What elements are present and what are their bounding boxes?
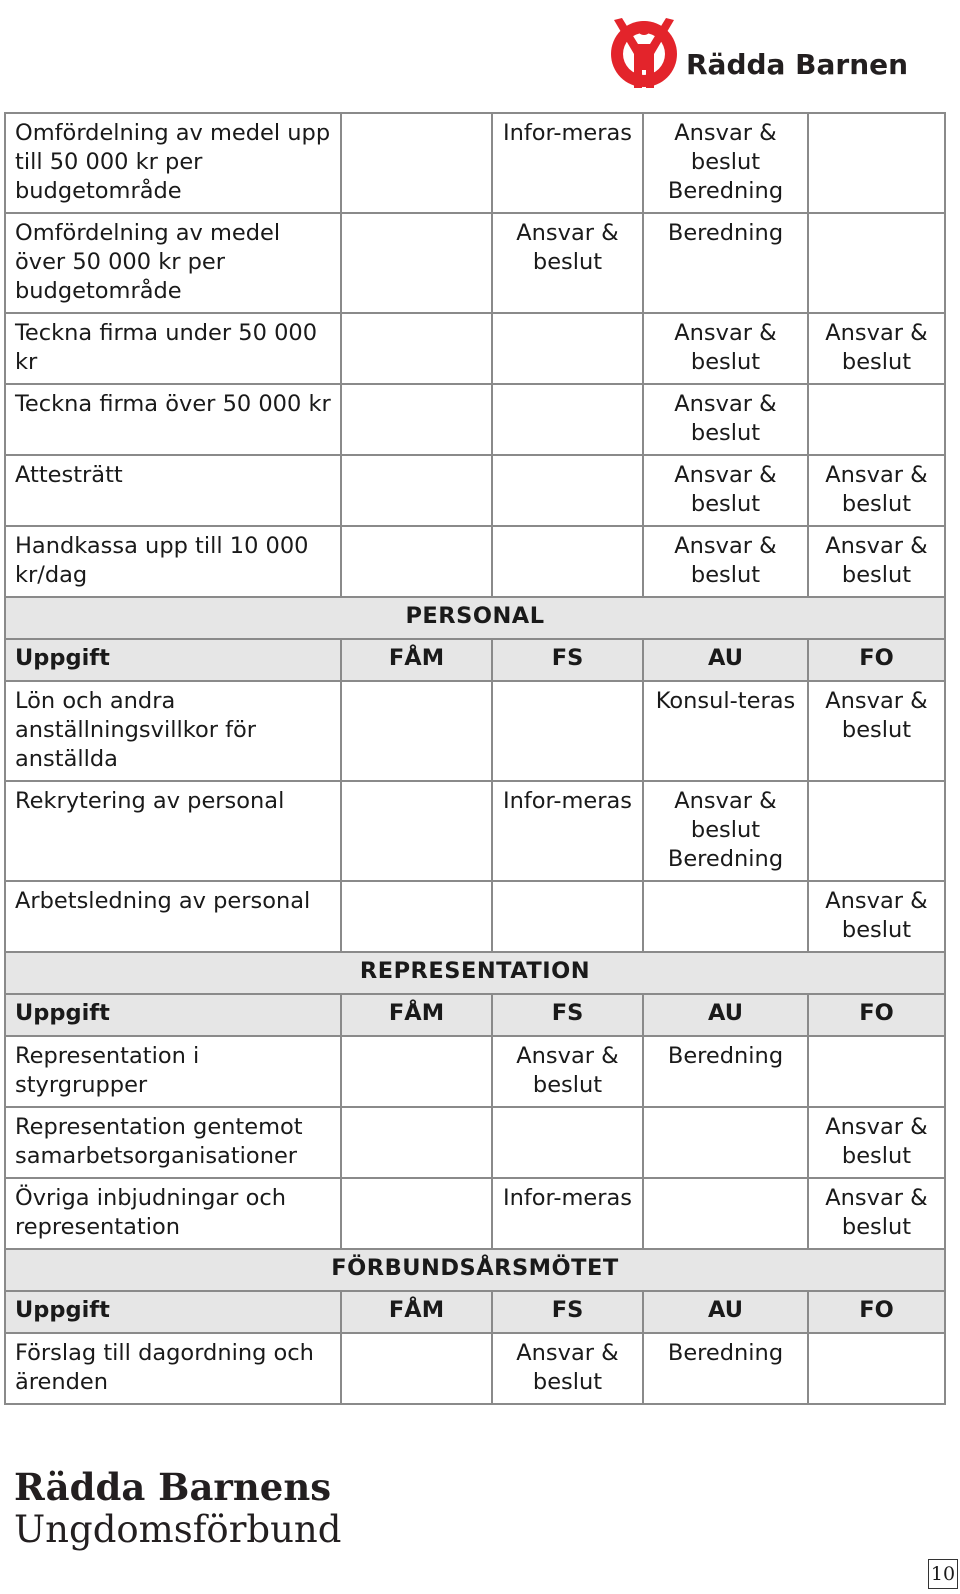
au-cell: Beredning	[643, 213, 808, 313]
fs-cell	[492, 455, 643, 526]
fo-cell	[808, 1333, 945, 1404]
fs-cell	[492, 384, 643, 455]
column-header: FO	[808, 639, 945, 681]
column-header: FS	[492, 639, 643, 681]
fam-cell	[341, 781, 492, 881]
section-title-row	[5, 1249, 945, 1291]
fam-cell	[341, 384, 492, 455]
column-header: AU	[643, 994, 808, 1036]
fam-cell	[341, 1107, 492, 1178]
fs-cell: Infor-meras	[492, 113, 643, 213]
task-cell: Representation i styrgrupper	[5, 1036, 341, 1107]
footer-logo-line1: Rädda Barnens	[14, 1465, 332, 1509]
table-row	[5, 455, 945, 526]
fs-cell	[492, 681, 643, 781]
fam-cell	[341, 313, 492, 384]
fam-cell	[341, 681, 492, 781]
task-cell: Omfördelning av medel över 50 000 kr per budgetområde	[5, 213, 341, 313]
section-title-row	[5, 952, 945, 994]
table-row	[5, 881, 945, 952]
fo-cell: Ansvar & beslut	[808, 881, 945, 952]
table-row	[5, 313, 945, 384]
column-header: FS	[492, 994, 643, 1036]
fam-cell	[341, 1036, 492, 1107]
fs-cell: Infor-meras	[492, 781, 643, 881]
task-cell: Omfördelning av medel upp till 50 000 kr per budgetområde	[5, 113, 341, 213]
fo-cell	[808, 384, 945, 455]
fs-cell: Ansvar & beslut	[492, 213, 643, 313]
table-header-row	[5, 994, 945, 1036]
column-header: FÅM	[341, 639, 492, 681]
table-header-row	[5, 1291, 945, 1333]
task-cell: Arbetsledning av personal	[5, 881, 341, 952]
header-logo	[608, 14, 913, 94]
section-title: FÖRBUNDSÅRSMÖTET	[5, 1249, 945, 1291]
task-cell: Förslag till dagordning och ärenden	[5, 1333, 341, 1404]
fo-cell: Ansvar & beslut	[808, 1107, 945, 1178]
fo-cell	[808, 213, 945, 313]
fo-cell: Ansvar & beslut	[808, 1178, 945, 1249]
column-header: FÅM	[341, 1291, 492, 1333]
au-cell: Ansvar & beslut	[643, 313, 808, 384]
section-title-row	[5, 597, 945, 639]
fs-cell	[492, 313, 643, 384]
fam-cell	[341, 1178, 492, 1249]
fo-cell	[808, 113, 945, 213]
fam-cell	[341, 526, 492, 597]
fs-cell: Ansvar & beslut	[492, 1036, 643, 1107]
column-header: AU	[643, 1291, 808, 1333]
table-row	[5, 681, 945, 781]
logo-text: Rädda Barnen	[686, 48, 909, 81]
footer-logo-line2: Ungdomsförbund	[14, 1508, 342, 1551]
au-cell: Ansvar & beslut	[643, 455, 808, 526]
fam-cell	[341, 455, 492, 526]
fam-cell	[341, 213, 492, 313]
page-number: 10	[928, 1559, 958, 1589]
person-raising-arms-icon	[608, 14, 680, 90]
task-cell: Representation gentemot samarbetsorganisationer	[5, 1107, 341, 1178]
footer-logo	[14, 1466, 394, 1556]
fo-cell: Ansvar & beslut	[808, 526, 945, 597]
au-cell: Beredning	[643, 1036, 808, 1107]
column-header: Uppgift	[5, 639, 341, 681]
fo-cell	[808, 1036, 945, 1107]
au-cell: Ansvar & beslut Beredning	[643, 781, 808, 881]
au-cell: Beredning	[643, 1333, 808, 1404]
column-header: FO	[808, 1291, 945, 1333]
table-row	[5, 526, 945, 597]
section-title: REPRESENTATION	[5, 952, 945, 994]
fam-cell	[341, 113, 492, 213]
task-cell: Teckna firma över 50 000 kr	[5, 384, 341, 455]
task-cell: Attesträtt	[5, 455, 341, 526]
au-cell	[643, 1107, 808, 1178]
au-cell: Ansvar & beslut	[643, 384, 808, 455]
fo-cell	[808, 781, 945, 881]
au-cell: Konsul-teras	[643, 681, 808, 781]
table-row	[5, 213, 945, 313]
task-cell: Handkassa upp till 10 000 kr/dag	[5, 526, 341, 597]
section-title: PERSONAL	[5, 597, 945, 639]
table-row	[5, 1107, 945, 1178]
column-header: AU	[643, 639, 808, 681]
fo-cell: Ansvar & beslut	[808, 313, 945, 384]
au-cell: Ansvar & beslut Beredning	[643, 113, 808, 213]
column-header: FS	[492, 1291, 643, 1333]
fo-cell: Ansvar & beslut	[808, 681, 945, 781]
table-row	[5, 781, 945, 881]
fam-cell	[341, 1333, 492, 1404]
task-cell: Teckna firma under 50 000 kr	[5, 313, 341, 384]
fs-cell	[492, 526, 643, 597]
task-cell: Övriga inbjudningar och representation	[5, 1178, 341, 1249]
fs-cell	[492, 1107, 643, 1178]
table-row	[5, 384, 945, 455]
table-row	[5, 1333, 945, 1404]
fs-cell: Infor-meras	[492, 1178, 643, 1249]
table-header-row	[5, 639, 945, 681]
column-header: Uppgift	[5, 1291, 341, 1333]
au-cell	[643, 1178, 808, 1249]
au-cell	[643, 881, 808, 952]
table-row	[5, 1036, 945, 1107]
au-cell: Ansvar & beslut	[643, 526, 808, 597]
fam-cell	[341, 881, 492, 952]
fo-cell: Ansvar & beslut	[808, 455, 945, 526]
table-row	[5, 1178, 945, 1249]
fs-cell	[492, 881, 643, 952]
responsibility-table	[4, 112, 946, 1405]
fs-cell: Ansvar & beslut	[492, 1333, 643, 1404]
column-header: FÅM	[341, 994, 492, 1036]
table-row	[5, 113, 945, 213]
task-cell: Lön och andra anställningsvillkor för anställda	[5, 681, 341, 781]
column-header: Uppgift	[5, 994, 341, 1036]
column-header: FO	[808, 994, 945, 1036]
task-cell: Rekrytering av personal	[5, 781, 341, 881]
